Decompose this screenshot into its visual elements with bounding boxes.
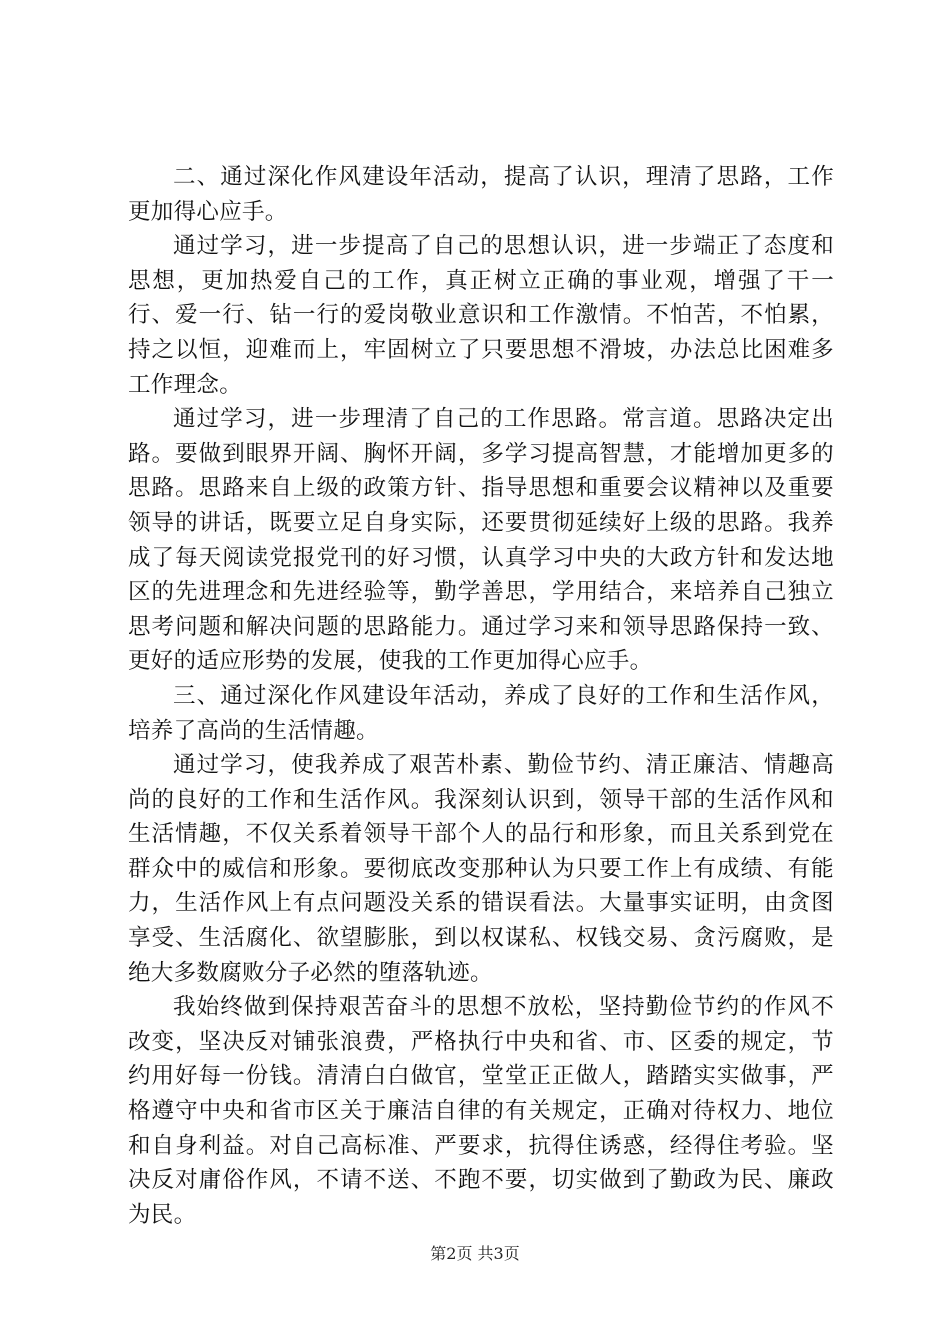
body-paragraph: 通过学习，使我养成了艰苦朴素、勤俭节约、清正廉洁、情趣高尚的良好的工作和生活作风。我深刻认识到，领导干部的生活作风和生活情趣，不仅关系着领导干部个人的品行和形象，而且关系到党在群众中的威信和形象。要彻底改变那种认为只要工作上有成绩、有能力，生活作风上有点问题没关系的错误看法。大量事实证明，由贪图享受、生活腐化、欲望膨胀，到以权谋私、权钱交易、贪污腐败，是绝大多数腐败分子必然的堕落轨迹。 — [128, 752, 834, 986]
body-paragraph: 通过学习，进一步理清了自己的工作思路。常言道。思路决定出路。要做到眼界开阔、胸怀开阔，多学习提高智慧，才能增加更多的思路。思路来自上级的政策方针、指导思想和重要会议精神以及重要领导的讲话，既要立足自身实际，还要贯彻延续好上级的思路。我养成了每天阅读党报党刊的好习惯，认真学习中央的大政方针和发达地区的先进理念和先进经验等，勤学善思，学用结合，来培养自己独立思考问题和解决问题的思路能力。通过学习来和领导思路保持一致、更好的适应形势的发展，使我的工作更加得心应手。 — [128, 406, 834, 675]
body-paragraph: 通过学习，进一步提高了自己的思想认识，进一步端正了态度和思想，更加热爱自己的工作，真正树立正确的事业观，增强了干一行、爱一行、钻一行的爱岗敬业意识和工作激情。不怕苦，不怕累，持之以恒，迎难而上，牢固树立了只要思想不滑坡，办法总比困难多工作理念。 — [128, 233, 834, 398]
page-number-footer: 第2页 共3页 — [430, 1244, 520, 1263]
document-body — [128, 160, 834, 1232]
section-heading-three: 三、通过深化作风建设年活动，养成了良好的工作和生活作风，培养了高尚的生活情趣。 — [128, 682, 834, 744]
section-heading-two: 二、通过深化作风建设年活动，提高了认识，理清了思路，工作更加得心应手。 — [128, 164, 834, 225]
body-paragraph: 我始终做到保持艰苦奋斗的思想不放松，坚持勤俭节约的作风不改变，坚决反对铺张浪费，严格执行中央和省、市、区委的规定，节约用好每一份钱。清清白白做官，堂堂正正做人，踏踏实实做事，严格遵守中央和省市区关于廉洁自律的有关规定，正确对待权力、地位和自身利益。对自己高标准、严要求，抗得住诱惑，经得住考验。坚决反对庸俗作风，不请不送、不跑不要，切实做到了勤政为民、廉政为民。 — [128, 994, 834, 1228]
